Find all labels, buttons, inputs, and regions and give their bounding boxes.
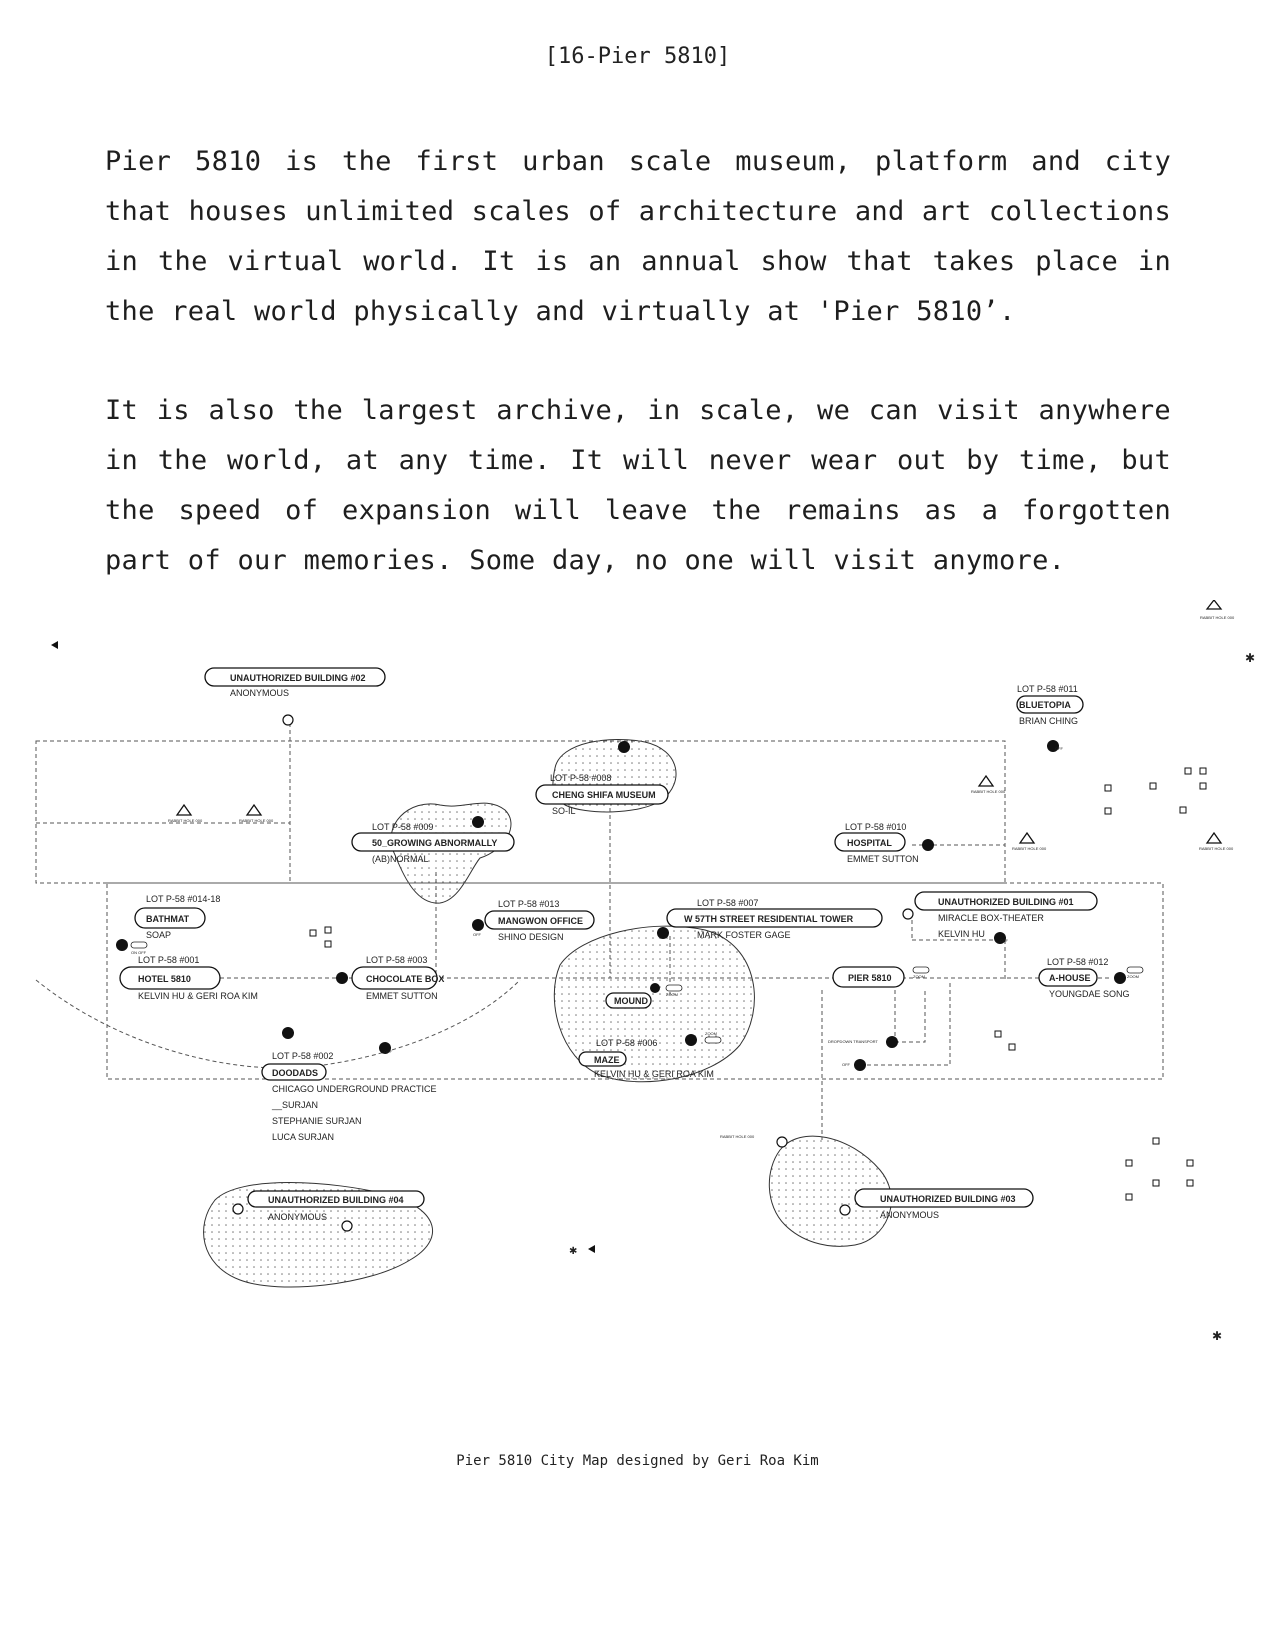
svg-text:✱: ✱: [1245, 651, 1256, 665]
svg-text:SOAP: SOAP: [146, 930, 172, 940]
svg-text:LOT P-58 #011: LOT P-58 #011: [1017, 684, 1078, 694]
svg-text:OFF: OFF: [842, 1062, 850, 1067]
svg-text:EMMET SUTTON: EMMET SUTTON: [847, 854, 919, 864]
svg-text:MARK FOSTER GAGE: MARK FOSTER GAGE: [697, 930, 791, 940]
svg-text:RABBIT HOLE 000: RABBIT HOLE 000: [720, 1134, 755, 1139]
svg-text:UNAUTHORIZED BUILDING #01: UNAUTHORIZED BUILDING #01: [938, 897, 1074, 907]
svg-text:RABBIT HOLE 000: RABBIT HOLE 000: [239, 818, 274, 823]
svg-text:KELVIN HU & GERI ROA KIM: KELVIN HU & GERI ROA KIM: [594, 1069, 714, 1079]
svg-text:UNAUTHORIZED BUILDING #04: UNAUTHORIZED BUILDING #04: [268, 1195, 404, 1205]
svg-text:STEPHANIE SURJAN: STEPHANIE SURJAN: [272, 1116, 362, 1126]
svg-text:ZOOM: ZOOM: [705, 1031, 717, 1036]
svg-text:SO-IL: SO-IL: [552, 806, 576, 816]
svg-text:ANONYMOUS: ANONYMOUS: [268, 1212, 328, 1222]
svg-text:OFF: OFF: [384, 1049, 392, 1054]
svg-text:SHINO DESIGN: SHINO DESIGN: [498, 932, 564, 942]
svg-text:DOODADS: DOODADS: [272, 1068, 319, 1078]
svg-text:MANGWON OFFICE: MANGWON OFFICE: [498, 916, 583, 926]
svg-text:CHICAGO UNDERGROUND PRACTICE: CHICAGO UNDERGROUND PRACTICE: [272, 1084, 437, 1094]
svg-text:OFF: OFF: [473, 932, 481, 937]
intro-paragraph: Pier 5810 is the first urban scale museum, platform and city that houses unlimited scales of architecture and art collections in the virtual world. It is an annual show that takes place in the real world physically and virtually at 'Pier 5810’.: [105, 146, 1171, 327]
svg-text:LOT P-58 #012: LOT P-58 #012: [1047, 957, 1109, 967]
svg-text:RABBIT HOLE 000: RABBIT HOLE 000: [1200, 615, 1235, 620]
page-heading: [16-Pier 5810]: [544, 44, 731, 69]
svg-text:(AB)NORMAL: (AB)NORMAL: [372, 854, 429, 864]
svg-text:A-HOUSE: A-HOUSE: [1049, 973, 1091, 983]
svg-text:LOT P-58 #010: LOT P-58 #010: [845, 822, 907, 832]
svg-text:LOT P-58 #002: LOT P-58 #002: [272, 1051, 334, 1061]
svg-text:HOSPITAL: HOSPITAL: [847, 838, 892, 848]
svg-text:BRIAN CHING: BRIAN CHING: [1019, 716, 1079, 726]
svg-text:OFF: OFF: [1000, 938, 1008, 943]
svg-text:LUCA SURJAN: LUCA SURJAN: [272, 1132, 335, 1142]
svg-text:LOT P-58 #007: LOT P-58 #007: [697, 898, 759, 908]
svg-text:RABBIT HOLE 000: RABBIT HOLE 000: [1012, 846, 1047, 851]
svg-text:MAZE: MAZE: [594, 1055, 620, 1065]
label-ub02-author: ANONYMOUS: [230, 688, 290, 698]
svg-text:UNAUTHORIZED BUILDING #03: UNAUTHORIZED BUILDING #03: [880, 1194, 1016, 1204]
svg-text:ANONYMOUS: ANONYMOUS: [880, 1210, 940, 1220]
city-map: [0, 600, 1275, 1340]
svg-text:ON OFF: ON OFF: [131, 950, 147, 955]
svg-text:50_GROWING ABNORMALLY: 50_GROWING ABNORMALLY: [372, 838, 498, 848]
svg-text:EMMET SUTTON: EMMET SUTTON: [366, 991, 438, 1001]
svg-text:✱: ✱: [1212, 1329, 1223, 1340]
svg-text:LOT P-58 #001: LOT P-58 #001: [138, 955, 200, 965]
svg-text:YOUNGDAE SONG: YOUNGDAE SONG: [1049, 989, 1130, 999]
svg-text:LOT P-58 #009: LOT P-58 #009: [372, 822, 434, 832]
svg-text:KELVIN HU: KELVIN HU: [938, 929, 985, 939]
svg-text:KELVIN HU & GERI ROA KIM: KELVIN HU & GERI ROA KIM: [138, 991, 258, 1001]
svg-text:✱: ✱: [569, 1246, 578, 1257]
svg-text:W 57TH STREET RESIDENTIAL TOWE: W 57TH STREET RESIDENTIAL TOWER: [684, 914, 854, 924]
svg-text:DROPDOWN TRANSPORT: DROPDOWN TRANSPORT: [828, 1039, 878, 1044]
svg-text:HOTEL 5810: HOTEL 5810: [138, 974, 191, 984]
svg-text:ZOOM: ZOOM: [913, 974, 925, 979]
svg-text:CHENG SHIFA MUSEUM: CHENG SHIFA MUSEUM: [552, 790, 656, 800]
svg-text:ZOOM: ZOOM: [666, 992, 678, 997]
svg-text:CHOCOLATE BOX: CHOCOLATE BOX: [366, 974, 445, 984]
svg-text:LOT P-58 #014-18: LOT P-58 #014-18: [146, 894, 221, 904]
svg-text:MOUND: MOUND: [614, 996, 648, 1006]
svg-text:PIER 5810: PIER 5810: [848, 973, 892, 983]
svg-text:LOT P-58 #006: LOT P-58 #006: [596, 1038, 658, 1048]
svg-text:ZOOM: ZOOM: [1127, 974, 1139, 979]
svg-text:BLUETOPIA: BLUETOPIA: [1019, 700, 1071, 710]
svg-text:BATHMAT: BATHMAT: [146, 914, 190, 924]
svg-text:MIRACLE BOX-THEATER: MIRACLE BOX-THEATER: [938, 913, 1044, 923]
svg-text:LOT P-58 #008: LOT P-58 #008: [550, 773, 612, 783]
svg-text:OFF: OFF: [1055, 746, 1063, 751]
archive-paragraph: It is also the largest archive, in scale, we can visit anywhere in the world, at any time. It will never wear out by time, but the speed of expansion will leave the remains as a forgotten part of our memories. Some day, no one will visit anymore.: [105, 395, 1171, 576]
label-ub02-title: UNAUTHORIZED BUILDING #02: [230, 673, 366, 683]
figure-caption: Pier 5810 City Map designed by Geri Roa Kim: [456, 1453, 819, 1469]
svg-text:LOT P-58 #013: LOT P-58 #013: [498, 899, 560, 909]
svg-text:RABBIT HOLE 000: RABBIT HOLE 000: [1199, 846, 1234, 851]
svg-text:LOT P-58 #003: LOT P-58 #003: [366, 955, 428, 965]
svg-text:RABBIT HOLE 000: RABBIT HOLE 000: [971, 789, 1006, 794]
svg-text:__SURJAN: __SURJAN: [272, 1100, 319, 1110]
svg-text:RABBIT HOLE 000: RABBIT HOLE 000: [168, 818, 203, 823]
